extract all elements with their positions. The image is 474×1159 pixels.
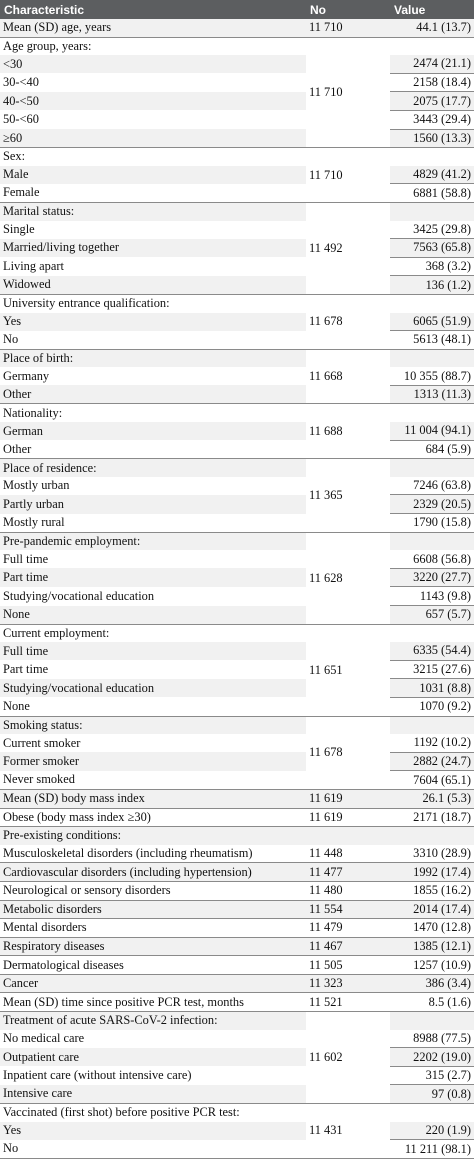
row-label: Male (0, 166, 306, 184)
row-value: 6881 (58.8) (390, 184, 474, 203)
table-row (0, 606, 474, 625)
group-no: 11 678 (306, 294, 390, 349)
row-label: Mean (SD) time since positive PCR test, months (0, 993, 306, 1012)
row-value: 3425 (29.8) (390, 221, 474, 239)
group-value-empty (390, 349, 474, 367)
row-no: 11 619 (306, 789, 390, 808)
row-label: Germany (0, 367, 306, 385)
table-row (0, 55, 474, 73)
row-label: Outpatient care (0, 1048, 306, 1067)
table-row (0, 568, 474, 587)
row-value: 386 (3.4) (390, 974, 474, 993)
row-label: Mental disorders (0, 919, 306, 938)
row-label: Never smoked (0, 771, 306, 790)
row-label: Part time (0, 568, 306, 587)
row-no: 11 710 (306, 19, 390, 37)
table-body (0, 19, 474, 1158)
group-value-empty (390, 532, 474, 550)
row-value: 1313 (11.3) (390, 385, 474, 404)
row-value: 2882 (24.7) (390, 752, 474, 771)
group-header-row (0, 459, 474, 477)
group-header-row (0, 716, 474, 734)
row-label: Cancer (0, 974, 306, 993)
row-label: Full time (0, 642, 306, 660)
group-no-empty (306, 827, 390, 845)
row-label: None (0, 697, 306, 716)
group-label: Sex: (0, 148, 306, 166)
row-value: 26.1 (5.3) (390, 789, 474, 808)
row-no: 11 505 (306, 956, 390, 975)
table-row (0, 771, 474, 790)
group-value-empty (390, 37, 474, 55)
table-row (0, 276, 474, 295)
row-value: 8.5 (1.6) (390, 993, 474, 1012)
row-label: No (0, 1140, 306, 1159)
group-no: 11 365 (306, 459, 390, 532)
row-value: 44.1 (13.7) (390, 19, 474, 37)
table-row (0, 331, 474, 350)
group-value-empty (390, 716, 474, 734)
row-label: Full time (0, 550, 306, 568)
row-label: Other (0, 385, 306, 404)
row-label: 30-<40 (0, 73, 306, 92)
row-value: 136 (1.2) (390, 276, 474, 295)
row-no: 11 619 (306, 808, 390, 827)
group-label: Treatment of acute SARS-CoV-2 infection: (0, 1012, 306, 1030)
row-value: 11 004 (94.1) (390, 422, 474, 440)
group-label: Smoking status: (0, 716, 306, 734)
row-value: 1470 (12.8) (390, 919, 474, 938)
row-label: Inpatient care (without intensive care) (0, 1066, 306, 1085)
row-label: Dermatological diseases (0, 956, 306, 975)
row-value: 3220 (27.7) (390, 568, 474, 587)
row-no: 11 521 (306, 993, 390, 1012)
row-label: Mostly urban (0, 477, 306, 495)
table-row (0, 184, 474, 203)
table-row (0, 697, 474, 716)
row-value: 1790 (15.8) (390, 514, 474, 533)
row-label: Other (0, 440, 306, 459)
row-label: Studying/vocational education (0, 679, 306, 698)
row-value: 2171 (18.7) (390, 808, 474, 827)
group-label: Place of residence: (0, 459, 306, 477)
row-no: 11 448 (306, 845, 390, 863)
row-label: Former smoker (0, 752, 306, 771)
group-no: 11 668 (306, 349, 390, 404)
table-row (0, 495, 474, 514)
group-label: Pre-pandemic employment: (0, 532, 306, 550)
header-value: Value (390, 0, 474, 19)
row-value: 2075 (17.7) (390, 92, 474, 111)
group-header-row (0, 148, 474, 166)
table-row (0, 1140, 474, 1159)
group-no: 11 431 (306, 1104, 390, 1159)
row-no: 11 480 (306, 881, 390, 900)
row-label: ≥60 (0, 129, 306, 148)
row-label: Studying/vocational education (0, 587, 306, 606)
row-label: Widowed (0, 276, 306, 295)
row-label: Single (0, 221, 306, 239)
group-no: 11 492 (306, 202, 390, 294)
table-row (0, 385, 474, 404)
group-label: Current employment: (0, 624, 306, 642)
table-row (0, 1122, 474, 1140)
row-label: Cardiovascular disorders (including hypertension) (0, 863, 306, 882)
table-row (0, 19, 474, 37)
table-row (0, 679, 474, 698)
group-label: Age group, years: (0, 37, 306, 55)
row-label: Partly urban (0, 495, 306, 514)
table-row (0, 1048, 474, 1067)
row-value: 2474 (21.1) (390, 55, 474, 73)
table-row (0, 900, 474, 919)
row-value: 5613 (48.1) (390, 331, 474, 350)
group-header-row (0, 202, 474, 220)
group-no: 11 602 (306, 1012, 390, 1104)
row-value: 1257 (10.9) (390, 956, 474, 975)
table-row (0, 956, 474, 975)
group-header-row (0, 532, 474, 550)
group-label: Marital status: (0, 202, 306, 220)
row-value: 220 (1.9) (390, 1122, 474, 1140)
table-row (0, 92, 474, 111)
row-value: 1143 (9.8) (390, 587, 474, 606)
table-row (0, 110, 474, 129)
group-header-row (0, 827, 474, 845)
table-row (0, 881, 474, 900)
group-value-empty (390, 1104, 474, 1122)
row-value: 7604 (65.1) (390, 771, 474, 790)
group-no: 11 651 (306, 624, 390, 716)
group-value-empty (390, 827, 474, 845)
row-label: Mostly rural (0, 514, 306, 533)
group-no: 11 710 (306, 148, 390, 203)
row-value: 1031 (8.8) (390, 679, 474, 698)
table-row (0, 642, 474, 660)
row-label: No (0, 331, 306, 350)
row-value: 6065 (51.9) (390, 313, 474, 331)
row-label: Living apart (0, 257, 306, 276)
row-label: 40-<50 (0, 92, 306, 111)
group-header-row (0, 404, 474, 422)
group-label: Place of birth: (0, 349, 306, 367)
row-value: 2158 (18.4) (390, 73, 474, 92)
group-value-empty (390, 404, 474, 422)
table-row (0, 752, 474, 771)
table-row (0, 1066, 474, 1085)
row-value: 3310 (28.9) (390, 845, 474, 863)
group-value-empty (390, 624, 474, 642)
group-header-row (0, 624, 474, 642)
table-row (0, 239, 474, 258)
row-label: Mean (SD) body mass index (0, 789, 306, 808)
row-label: Female (0, 184, 306, 203)
row-label: Current smoker (0, 734, 306, 752)
row-label: Intensive care (0, 1085, 306, 1104)
row-no: 11 554 (306, 900, 390, 919)
row-value: 97 (0.8) (390, 1085, 474, 1104)
group-no: 11 688 (306, 404, 390, 459)
table-row (0, 221, 474, 239)
header-characteristic: Characteristic (0, 0, 306, 19)
group-label: Nationality: (0, 404, 306, 422)
group-label: Pre-existing conditions: (0, 827, 306, 845)
row-value: 3443 (29.4) (390, 110, 474, 129)
row-value: 6608 (56.8) (390, 550, 474, 568)
table-row (0, 313, 474, 331)
table-row (0, 1085, 474, 1104)
table-row (0, 477, 474, 495)
table-row (0, 660, 474, 679)
table-row (0, 440, 474, 459)
group-label: University entrance qualification: (0, 294, 306, 312)
row-label: Musculoskeletal disorders (including rheumatism) (0, 845, 306, 863)
group-value-empty (390, 148, 474, 166)
row-value: 1192 (10.2) (390, 734, 474, 752)
table-row (0, 367, 474, 385)
row-label: Part time (0, 660, 306, 679)
row-value: 1855 (16.2) (390, 881, 474, 900)
row-no: 11 323 (306, 974, 390, 993)
group-value-empty (390, 294, 474, 312)
row-value: 1560 (13.3) (390, 129, 474, 148)
row-label: <30 (0, 55, 306, 73)
row-no: 11 467 (306, 937, 390, 956)
row-value: 368 (3.2) (390, 257, 474, 276)
row-value: 1992 (17.4) (390, 863, 474, 882)
table-row (0, 919, 474, 938)
row-label: Respiratory diseases (0, 937, 306, 956)
table-row (0, 863, 474, 882)
row-value: 7246 (63.8) (390, 477, 474, 495)
row-label: Yes (0, 313, 306, 331)
row-label: Neurological or sensory disorders (0, 881, 306, 900)
row-value: 684 (5.9) (390, 440, 474, 459)
table-row (0, 734, 474, 752)
row-label: German (0, 422, 306, 440)
group-value-empty (390, 459, 474, 477)
table-row (0, 808, 474, 827)
group-header-row (0, 349, 474, 367)
row-value: 1070 (9.2) (390, 697, 474, 716)
row-label: Mean (SD) age, years (0, 19, 306, 37)
row-label: Obese (body mass index ≥30) (0, 808, 306, 827)
row-value: 315 (2.7) (390, 1066, 474, 1085)
row-value: 1385 (12.1) (390, 937, 474, 956)
table-row (0, 993, 474, 1012)
row-no: 11 477 (306, 863, 390, 882)
header-no: No (306, 0, 390, 19)
group-value-empty (390, 202, 474, 220)
row-no: 11 479 (306, 919, 390, 938)
group-header-row (0, 294, 474, 312)
table-row (0, 257, 474, 276)
group-no: 11 628 (306, 532, 390, 624)
row-value: 2202 (19.0) (390, 1048, 474, 1067)
group-no: 11 678 (306, 716, 390, 789)
table-row (0, 514, 474, 533)
row-value: 3215 (27.6) (390, 660, 474, 679)
table-row (0, 1030, 474, 1048)
row-value: 11 211 (98.1) (390, 1140, 474, 1159)
row-value: 6335 (54.4) (390, 642, 474, 660)
row-value: 657 (5.7) (390, 606, 474, 625)
group-value-empty (390, 1012, 474, 1030)
group-label: Vaccinated (first shot) before positive PCR test: (0, 1104, 306, 1122)
table-row (0, 937, 474, 956)
table-row (0, 789, 474, 808)
table-row (0, 73, 474, 92)
row-label: Married/living together (0, 239, 306, 258)
row-value: 2014 (17.4) (390, 900, 474, 919)
row-value: 8988 (77.5) (390, 1030, 474, 1048)
table-row (0, 974, 474, 993)
group-header-row (0, 37, 474, 55)
row-label: Yes (0, 1122, 306, 1140)
table-row (0, 550, 474, 568)
row-label: No medical care (0, 1030, 306, 1048)
group-no: 11 710 (306, 37, 390, 148)
table-row (0, 166, 474, 184)
table-row (0, 422, 474, 440)
row-label: Metabolic disorders (0, 900, 306, 919)
row-label: 50-<60 (0, 110, 306, 129)
table-row (0, 129, 474, 148)
table-row (0, 845, 474, 863)
table-row (0, 587, 474, 606)
row-value: 10 355 (88.7) (390, 367, 474, 385)
row-value: 7563 (65.8) (390, 239, 474, 258)
group-header-row (0, 1012, 474, 1030)
row-value: 2329 (20.5) (390, 495, 474, 514)
group-header-row (0, 1104, 474, 1122)
table-header-row (0, 0, 474, 19)
row-value: 4829 (41.2) (390, 166, 474, 184)
row-label: None (0, 606, 306, 625)
